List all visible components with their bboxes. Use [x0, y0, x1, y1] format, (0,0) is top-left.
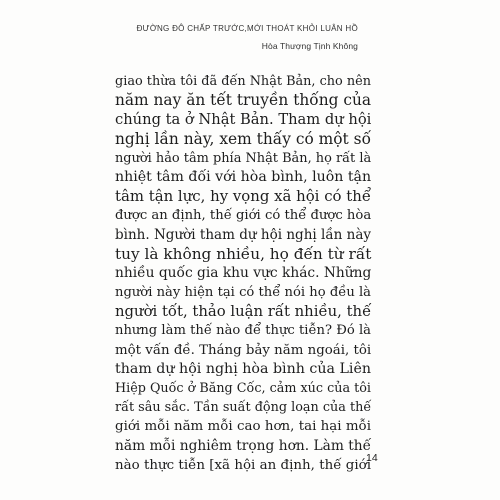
text-line: được an định, thế giới có thể được hòa: [115, 208, 372, 224]
text-line: nào thực tiễn [xã hội an định, thế giới: [115, 457, 371, 473]
text-line: giới mỗi năm mỗi cao hơn, tai hại mỗi: [115, 419, 371, 435]
text-line: nhiều quốc gia khu vực khác. Những: [115, 264, 372, 281]
text-line: Hiệp Quốc ở Băng Cốc, cảm xúc của tôi: [115, 381, 371, 396]
text-line: rất sâu sắc. Tần suất động loạn của thế: [115, 400, 372, 416]
text-line: nhưng làm thế nào để thực tiễn? Đó là: [115, 323, 371, 339]
text-line: bình. Người tham dự hội nghị lần này: [115, 226, 372, 243]
text-line: tâm tận lực, hy vọng xã hội có thể: [115, 187, 371, 206]
text-line: năm nay ăn tết truyền thống của: [115, 91, 371, 110]
header-title: ĐƯỜNG ĐÔ CHẤP TRƯỚC,MỚI THOÁT KHỎI LUÂN HỒ: [136, 24, 358, 33]
text-line: người hảo tâm phía Nhật Bản, họ rất là: [115, 150, 372, 166]
running-header: [137, 22, 358, 53]
page-number: 14: [366, 452, 378, 464]
text-line: chúng ta ở Nhật Bản. Tham dự hội: [115, 111, 372, 129]
text-line: người này hiện tại có thể nói họ đều là: [115, 285, 371, 301]
text-line: năm mỗi nghiêm trọng hơn. Làm thế: [115, 437, 372, 454]
text-line: giao thừa tôi đã đến Nhật Bản, cho nên: [115, 74, 371, 89]
body-text: [115, 72, 371, 475]
header-author: Hòa Thượng Tịnh Không: [261, 41, 358, 51]
text-line: tuy là không nhiều, họ đến từ rất: [115, 244, 372, 263]
text-line: người tốt, thảo luận rất nhiều, thế: [115, 303, 372, 321]
text-line: nghị lần này, xem thấy có một số: [115, 129, 371, 148]
text-line: một vấn đề. Tháng bảy năm ngoái, tôi: [115, 342, 372, 358]
text-line: tham dự hội nghị hòa bình của Liên: [115, 360, 371, 377]
text-line: nhiệt tâm đối với hòa bình, luôn tận: [115, 168, 372, 185]
